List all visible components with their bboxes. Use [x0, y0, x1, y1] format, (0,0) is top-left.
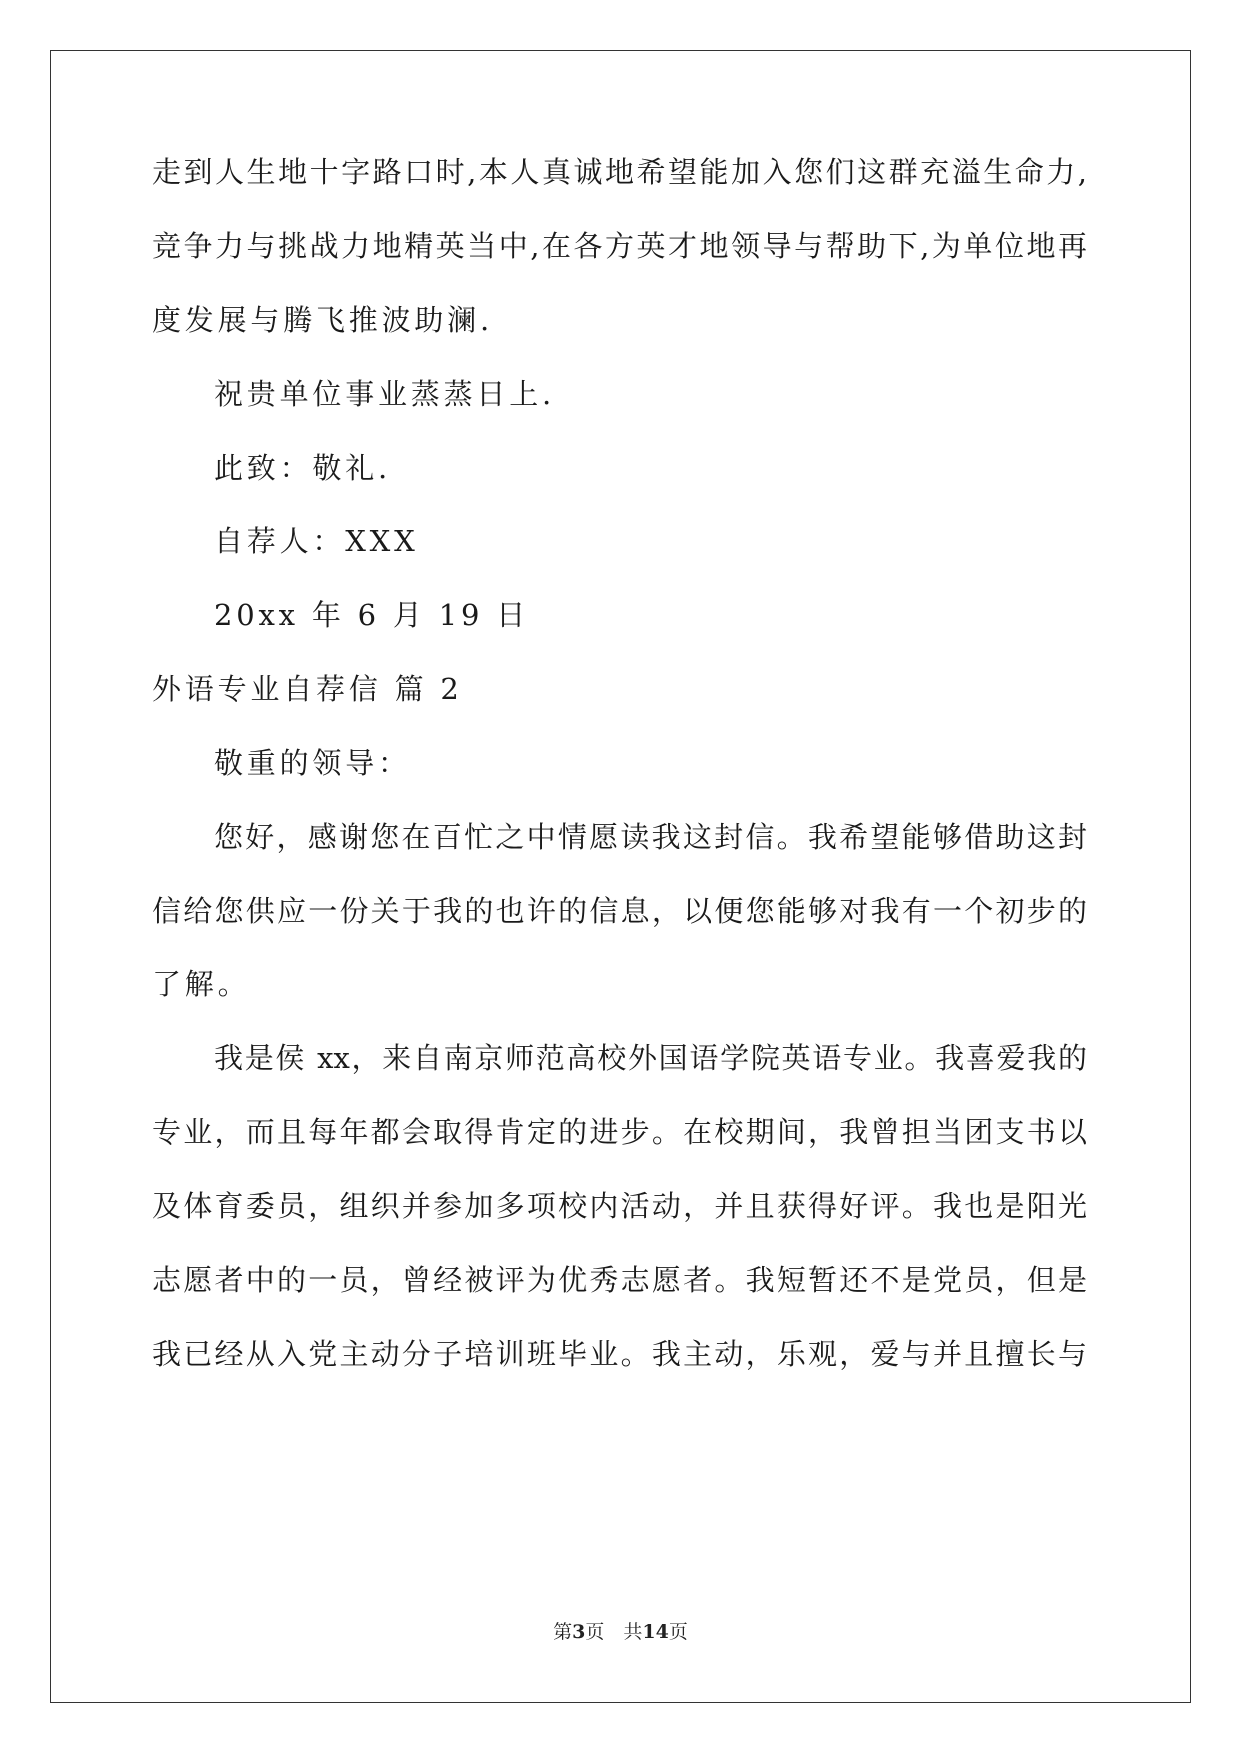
footer-suffix: 页: [668, 1621, 688, 1643]
date-line: 20xx 年 6 月 19 日: [214, 598, 530, 632]
body-line-11: 我已经从入党主动分子培训班毕业。我主动，乐观，爱与并且擅长与: [152, 1337, 1087, 1371]
section-heading: 外语专业自荐信 篇 2: [152, 672, 463, 706]
body-line-8: 专业，而且每年都会取得肯定的进步。在校期间，我曾担当团支书以: [152, 1115, 1087, 1149]
body-line-3: 度发展与腾飞推波助澜.: [152, 303, 494, 337]
footer-total-pages: 14: [642, 1621, 669, 1643]
closing-wish: 祝贵单位事业蒸蒸日上.: [214, 377, 556, 411]
body-line-5: 信给您供应一份关于我的也许的信息，以便您能够对我有一个初步的: [152, 894, 1087, 928]
greeting-line: 敬重的领导：: [214, 746, 411, 780]
salutation-closing: 此致：敬礼.: [214, 451, 392, 485]
body-line-10: 志愿者中的一员，曾经被评为优秀志愿者。我短暂还不是党员，但是: [152, 1263, 1087, 1297]
body-line-9: 及体育委员，组织并参加多项校内活动，并且获得好评。我也是阳光: [152, 1189, 1087, 1223]
footer-prefix: 第: [553, 1621, 573, 1643]
body-line-4: 您好，感谢您在百忙之中情愿读我这封信。我希望能够借助这封: [214, 820, 1087, 854]
body-line-6: 了解。: [152, 967, 251, 1001]
body-line-1: 走到人生地十字路口时,本人真诚地希望能加入您们这群充溢生命力,: [152, 155, 1087, 189]
page-border: [50, 50, 1191, 1703]
signature-line: 自荐人：XXX: [214, 524, 419, 558]
footer-mid: 页 共: [585, 1621, 643, 1643]
body-line-7: 我是侯 xx，来自南京师范高校外国语学院英语专业。我喜爱我的: [214, 1041, 1087, 1075]
body-line-2: 竞争力与挑战力地精英当中,在各方英才地领导与帮助下,为单位地再: [152, 229, 1087, 263]
page-footer: [0, 1620, 1241, 1644]
footer-current-page: 3: [572, 1621, 586, 1643]
